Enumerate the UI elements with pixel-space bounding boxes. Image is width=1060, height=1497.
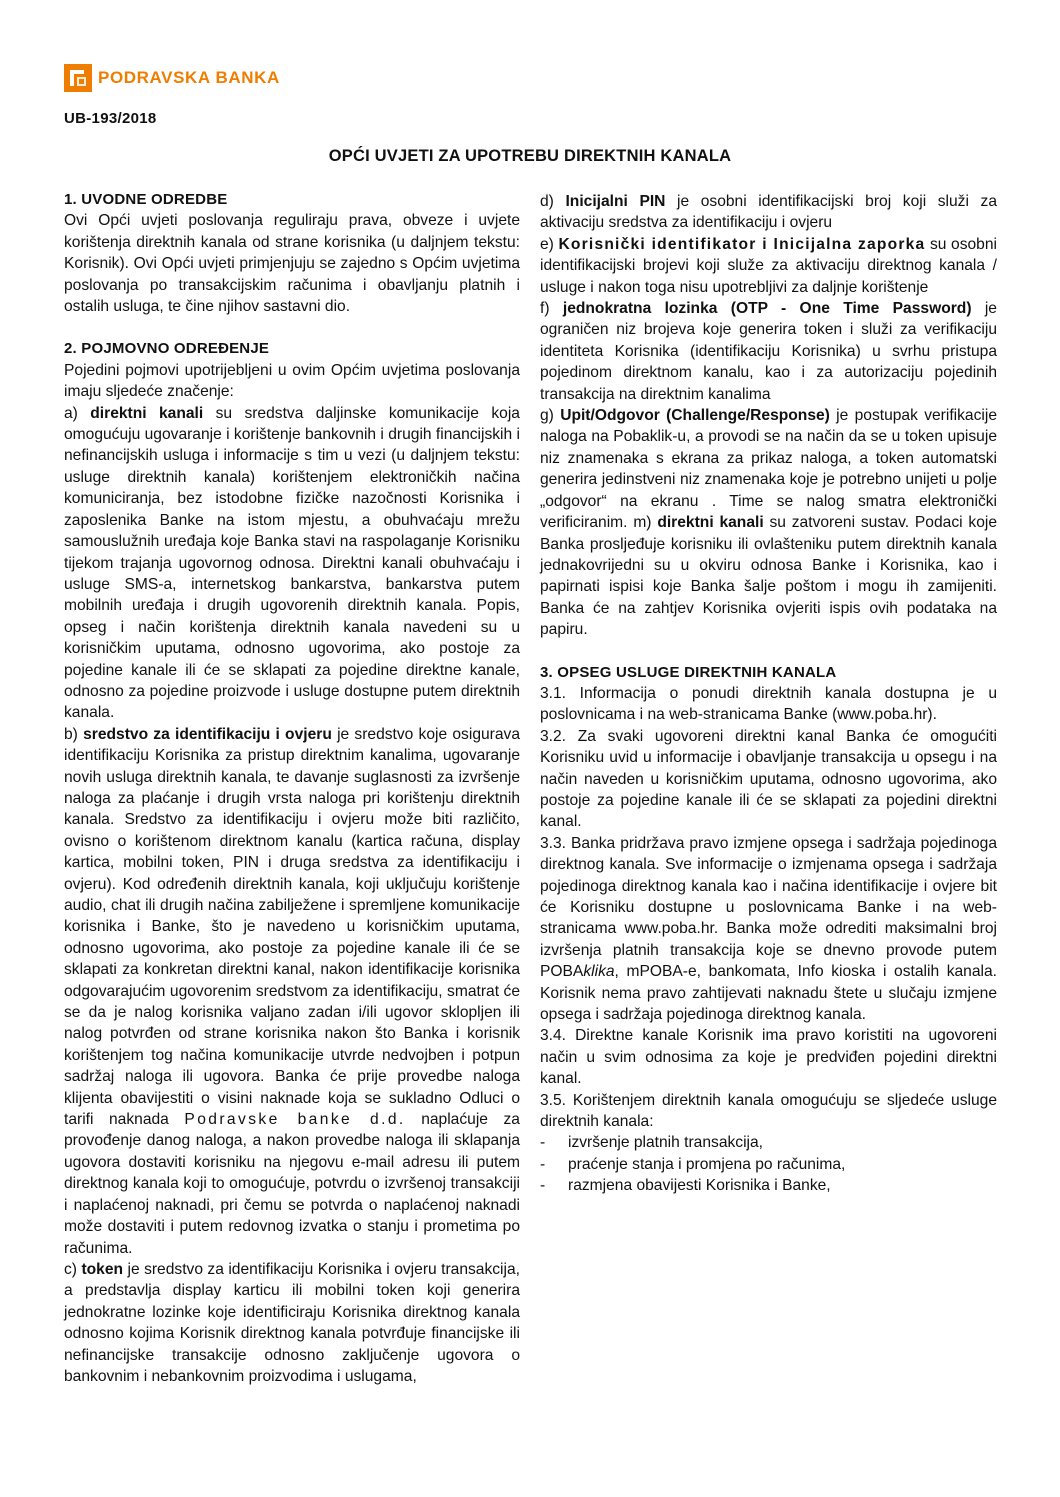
definition-a-label: a) — [64, 404, 78, 422]
bullet-dash: - — [540, 1134, 546, 1152]
section-3-heading: 3. OPSEG USLUGE DIREKTNIH KANALA — [540, 663, 837, 681]
definition-b — [64, 724, 520, 1259]
definition-d-term: Inicijalni PIN — [565, 193, 666, 210]
definition-c-text: je sredstvo za identifikaciju Korisnika i ovjeru transakcija, a predstavlja display karticu ili mobilni token koji generira jednokratne lozinke koje identificiraju Korisnika direktnog kanala odnosno kojima Korisnik direktnog kanala potvrđuje financijske ili nefinancijske transakcije odnosno zaključenje ugovora o bankovnim i nebankovnim proizvodima i uslugama, — [64, 1260, 520, 1385]
right-column — [540, 191, 997, 1197]
list-item-text: razmjena obavijesti Korisnika i Banke, — [568, 1177, 831, 1195]
bank-name: PODRAVSKA BANKA — [98, 68, 280, 87]
list-item — [540, 1154, 997, 1175]
definition-c-label: c) — [64, 1260, 77, 1278]
definition-b-term: sredstvo za identifikaciju i ovjeru — [83, 725, 332, 743]
definition-a — [64, 403, 520, 724]
definition-c-term: token — [81, 1260, 124, 1278]
definition-b-bank-name: Podravske banke d.d. — [184, 1111, 406, 1129]
clause-3-4: 3.4. Direktne kanale Korisnik ima pravo koristiti na ugovoreni način u svim odnosima za koje je predviđen pojedini direktni kanal. — [540, 1027, 997, 1088]
definition-g — [540, 405, 997, 640]
podravska-banka-logo-icon — [64, 64, 92, 92]
definition-b-text-2: naplaćuje za provođenje danog naloga, a nakon provedbe naloga ili sklapanja ugovora dostaviti korisniku na njegovu e-mail adresu ili putem direktnog kanala koji to omogućuje, potvrdu o izvršenoj transakciji i naplaćenoj naknadi, pri čemu se potvrda o naplaćenoj naknadi može dostaviti i putem redovnog izvatka o stanju i prometima po računima. — [64, 1111, 520, 1257]
list-item — [540, 1132, 997, 1153]
section-1-paragraph: Ovi Opći uvjeti poslovanja reguliraju prava, obveze i uvjete korištenja direktnih kanala od strane korisnika (u daljnjem tekstu: Korisnik). Ovi Opći uvjeti primjenjuju se zajedno s Općim uvjetima poslovanja po transakcijskim računima i obavljanju platnih i ostalih usluga, te čine njihov sastavni dio. — [64, 212, 520, 316]
bullet-dash: - — [540, 1155, 546, 1173]
definition-f-label: f) — [540, 300, 550, 318]
definition-d-label: d) — [540, 193, 554, 210]
definition-d-text: je osobni identifikacijski broj koji služi za aktivaciju sredstva za identifikaciju i ovjeru — [540, 193, 997, 232]
definition-f — [540, 298, 997, 405]
list-item — [540, 1175, 997, 1196]
definition-e — [540, 234, 997, 298]
section-2-heading: 2. POJMOVNO ODREĐENJE — [64, 340, 270, 358]
clause-3-5: 3.5. Korištenjem direktnih kanala omogućuju se sljedeće usluge direktnih kanala: — [540, 1091, 997, 1131]
list-item-text: izvršenje platnih transakcija, — [568, 1134, 764, 1152]
definition-d — [540, 191, 997, 234]
definition-b-label: b) — [64, 725, 78, 743]
definition-e-term: Korisnički identifikator i Inicijalna zaporka — [558, 235, 926, 253]
definition-f-text: je ograničen niz brojeva koje generira token i služi za verifikaciju identiteta Korisnika (identifikaciju Korisnika) u svrhu pristupa pojedinom direktnom kanalu, kao i za autorizaciju pojedinih transakcija na direktnim kanalima — [540, 300, 997, 403]
list-item-text: praćenje stanja i promjena po računima, — [568, 1155, 846, 1173]
clause-3-3-text-a: 3.3. Banka pridržava pravo izmjene opsega i sadržaja pojedinoga direktnog kanala. Sve informacije o izmjenama opsega i sadržaja pojedinoga direktnog kanala kao i načina identifikacije i ovjere bit će Korisniku dostupne u poslovnicama Banke i na web-stranicama www.poba.hr. Banka može odrediti maksimalni broj izvršenja platnih transakcija koje se dnevno provode putem POBA — [540, 834, 997, 981]
left-column — [64, 189, 520, 1387]
clause-3-3 — [540, 833, 997, 1026]
definition-g-label: g) — [540, 407, 554, 425]
definition-m-term: direktni kanali — [657, 514, 764, 532]
clause-3-3-text-b: , mPOBA-e, bankomata, Info kioska i ostalih kanala. Korisnik nema pravo zahtijevati naknadu štete u slučaju izmjene opsega i sadržaja pojedinoga direktnog kanala. — [540, 963, 997, 1024]
clause-3-3-klika: klika — [583, 963, 615, 981]
clause-3-1: 3.1. Informacija o ponudi direktnih kanala dostupna je u poslovnicama i na web-stranicama Banke (www.poba.hr). — [540, 684, 997, 724]
section-1-heading: 1. UVODNE ODREDBE — [64, 191, 228, 208]
bullet-dash: - — [540, 1177, 546, 1195]
definition-f-term: jednokratna lozinka (OTP - One Time Password) — [562, 300, 972, 318]
definition-b-text-1: je sredstvo koje osigurava identifikaciju Korisnika za pristup direktnim kanalima, ugovaranje novih usluga direktnih kanala, te davanje suglasnosti za izvršenje naloga za plaćanje i drugih vrsta naloga pri korištenju direktnih kanala. Sredstvo za identifikaciju i ovjeru može biti različito, ovisno o korištenom direktnom kanalu (kartica računa, display kartica, mobilni token, PIN i druga sredstva za identifikaciju i ovjeru). Kod određenih direktnih kanala, koji uključuju korištenje audio, chat ili drugih načina zabilježene i spremljene komunikacije korisnika i Banke, što je navedeno u korisničkim uputama, odnosno ugovorima, ako postoje za pojedine kanale ili će se sklapati za konkretan direktni kanal, nakon identifikacije korisnika odgovarajućim ugovorenim sredstvom za identifikaciju, smatrat će se da je nalog korisnika valjano zadan i/ili ugovor sklopljen ili nalog potvrđen od strane korisnika nakon što Banka i korisnik korištenjem tog načina komunikacije utvrde nedvojben i potpun sadržaj naloga ili ugovora. Banka će prije provedbe naloga klijenta obavijestiti o visini naknade koja se sukladno Odluci o tarifi naknada — [64, 725, 520, 1129]
definition-e-text: su osobni identifikacijski brojevi koji služe za aktivaciju direktnog kanala / usluge i nakon toga nisu upotrebljivi za daljnje korištenje — [540, 235, 997, 296]
definition-g-text: je postupak verifikacije naloga na Pobaklik-u, a provodi se na način da se u token upisuje niz znamenaka s ekrana za prikaz naloga, a token automatski generira jedinstveni niz znamenaka koje je potrebno unijeti u polje „odgovor“ na ekranu . Time se nalog smatra elektronički verificiranim. m) — [540, 407, 997, 532]
document-code: UB-193/2018 — [64, 110, 157, 127]
definition-a-term: direktni kanali — [90, 404, 204, 422]
clause-3-2: 3.2. Za svaki ugovoreni direktni kanal Banka će omogućiti Korisniku uvid u informacije i obavljanje transakcija u opsegu i na način naveden u korisničkim uputama, odnosno ugovorima, ako postoje za pojedine kanale ili će se sklapati za pojedini direktni kanal. — [540, 727, 997, 831]
section-2-intro: Pojedini pojmovi upotrijebljeni u ovim Općim uvjetima poslovanja imaju sljedeće značenje: — [64, 361, 520, 401]
definition-e-label: e) — [540, 235, 554, 253]
bank-logo — [64, 64, 280, 92]
definition-m-text: su zatvoreni sustav. Podaci koje Banka prosljeđuje korisniku ili ovlašteniku putem direktnih kanala jednakovrijedni su u okviru odnosa Banke i Korisnika, kao i papirnati ispisi koje Banka šalje poštom i mogu ih zamijeniti. Banka će na zahtjev Korisnika ovjeriti ispis ovih podataka na papiru. — [540, 514, 997, 639]
definition-c — [64, 1259, 520, 1387]
definition-a-text: su sredstva daljinske komunikacije koja omogućuju ugovaranje i korištenje bankovnih i drugih financijskih i nefinancijskih usluga i informacije s tim u vezi (u daljnjem tekstu: usluge direktnih kanala) korištenjem elektroničkih načina komuniciranja, bez istodobne fizičke nazočnosti Korisnika i zaposlenika Banke na istom mjestu, a obuhvaćaju mrežu samouslužnih uređaja koje Banka stavi na raspolaganje Korisniku tijekom trajanja ugovornog odnosa. Direktni kanali obuhvaćaju i usluge SMS-a, internetskog bankarstva, bankarstva putem mobilnih uređaja i drugih ugovorenih direktnih kanala. Popis, opseg i način korištenja direktnih kanala navedeni su u korisničkim uputama, odnosno ugovorima, ako postoje za pojedine kanale ili će se sklapati za pojedine direktne kanale, odnosno za pojedine proizvode i usluge dostupne putem direktnih kanala. — [64, 404, 520, 722]
page-title: OPĆI UVJETI ZA UPOTREBU DIREKTNIH KANALA — [328, 147, 732, 165]
definition-g-term: Upit/Odgovor (Challenge/Response) — [560, 407, 830, 425]
